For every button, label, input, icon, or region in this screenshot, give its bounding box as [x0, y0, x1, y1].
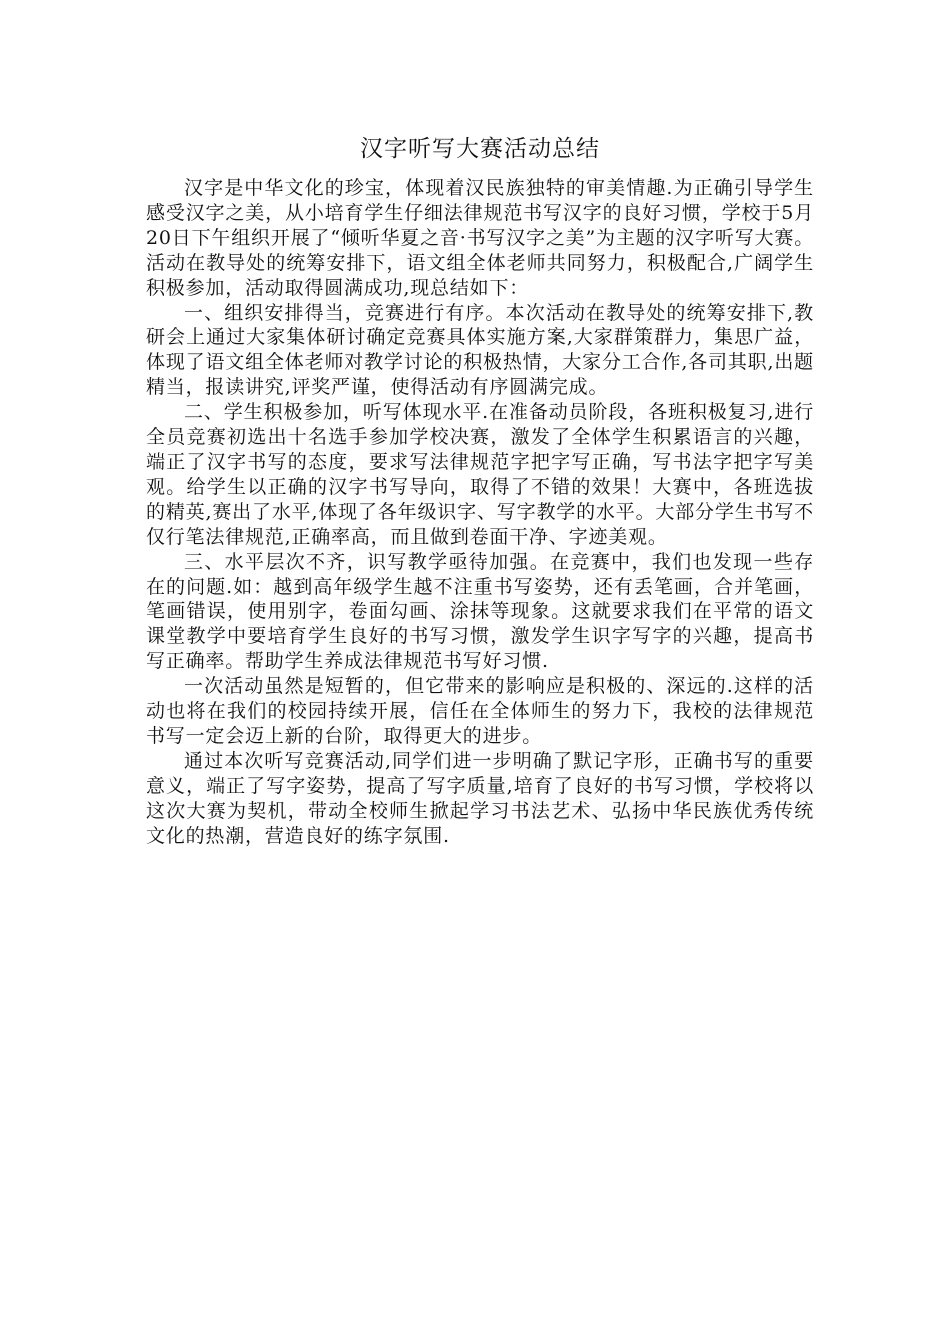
paragraph-conclusion: 通过本次听写竞赛活动,同学们进一步明确了默记字形，正确书写的重要意义，端正了写字姿势，提高了写字质量,培育了良好的书写习惯，学校将以这次大赛为契机，带动全校师生掀起学习书法艺术、弘扬中华民族优秀传统文化的热潮，营造良好的练字氛围. [146, 749, 814, 847]
paragraph-reflection: 一次活动虽然是短暂的，但它带来的影响应是积极的、深远的.这样的活动也将在我们的校园持续开展，信任在全体师生的努力下，我校的法律规范书写一定会迈上新的台阶，取得更大的进步。 [146, 675, 814, 747]
document-body [146, 132, 814, 848]
document-title: 汉字听写大赛活动总结 [360, 136, 600, 162]
paragraph-section-two: 二、学生积极参加，听写体现水平.在准备动员阶段，各班积极复习,进行全员竞赛初选出十名选手参加学校决赛，激发了全体学生积累语言的兴趣，端正了汉字书写的态度，要求写法律规范字把字写正确，写书法字把字写美观。给学生以正确的汉字书写导向，取得了不错的效果！大赛中，各班选拔的精英,赛出了水平,体现了各年级识字、写字教学的水平。大部分学生书写不仅行笔法律规范,正确率高，而且做到卷面干净、字迹美观。 [146, 401, 814, 548]
paragraph-intro: 汉字是中华文化的珍宝，体现着汉民族独特的审美情趣.为正确引导学生感受汉字之美，从小培育学生仔细法律规范书写汉字的良好习惯，学校于5月20日下午组织开展了“倾听华夏之音·书写汉字之美”为主题的汉字听写大赛。活动在教导处的统筹安排下，语文组全体老师共同努力，积极配合,广阔学生积极参加，活动取得圆满成功,现总结如下： [146, 177, 814, 299]
paragraph-section-three: 三、水平层次不齐，识写教学亟待加强。在竞赛中，我们也发现一些存在的问题.如：越到高年级学生越不注重书写姿势，还有丢笔画，合并笔画，笔画错误，使用别字，卷面勾画、涂抹等现象。这就要求我们在平常的语文课堂教学中要培育学生良好的书写习惯，激发学生识字写字的兴趣，提高书写正确率。帮助学生养成法律规范书写好习惯. [146, 550, 814, 673]
paragraph-section-one: 一、组织安排得当，竞赛进行有序。本次活动在教导处的统筹安排下,教研会上通过大家集体研讨确定竞赛具体实施方案,大家群策群力，集思广益，体现了语文组全体老师对教学讨论的积极热情，大家分工合作,各司其职,出题精当，报读讲究,评奖严谨，使得活动有序圆满完成。 [146, 301, 814, 399]
